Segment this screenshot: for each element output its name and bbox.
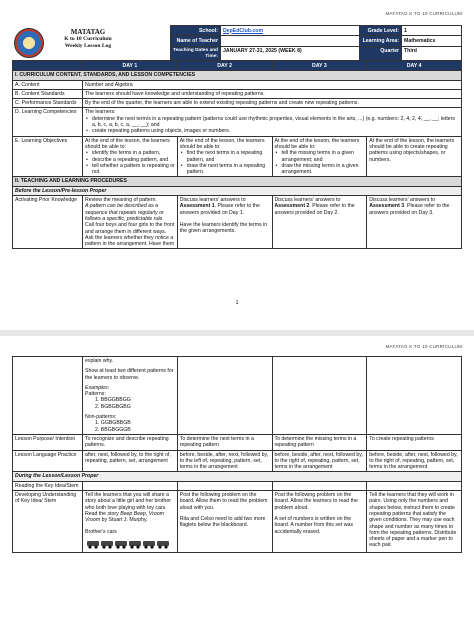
area-label: Learning Area: bbox=[360, 36, 402, 46]
teacher-label: Name of Teacher bbox=[171, 36, 221, 46]
objectives-day-2 bbox=[177, 136, 272, 177]
competencies-value bbox=[83, 108, 462, 136]
brand-line-1: MATATAG bbox=[70, 28, 106, 36]
competency-item: • create repeating patterns using objects, images or numbers. bbox=[85, 128, 459, 134]
objectives-intro: At the end of the lesson, the learners should be able to: bbox=[179, 137, 265, 150]
patterns-label: Patterns: bbox=[85, 391, 106, 398]
language-day-3: before, beside, after, next, followed by, to the right of, repeating, pattern, set, terms in the arrangement bbox=[272, 450, 367, 472]
apk-text: . Please refer to the answers provided on Day 3. bbox=[369, 203, 450, 216]
continued-day-4 bbox=[367, 357, 462, 435]
content-standards-label: B. Content Standards bbox=[13, 89, 83, 98]
continued-day-3 bbox=[272, 357, 367, 435]
reading-day-3 bbox=[272, 481, 367, 490]
competencies-label: D. Learning Competencies bbox=[13, 108, 83, 136]
section-1-title: I. CURRICULUM CONTENT, STANDARDS, AND LESSON COMPETENCIES bbox=[13, 71, 462, 80]
objectives-day-4: At the end of the lesson, the learners should be able to create repeating patterns using objects/shapes, or numbers. bbox=[367, 136, 462, 177]
prior-knowledge-day-4 bbox=[367, 196, 462, 249]
language-day-4: before, beside, after, next, followed by, to the right of, repeating, pattern, set, terms in the arrangement bbox=[367, 450, 462, 472]
apk-definition: A pattern can be described as a sequence that repeats regularly or follows a specific, predictable rule. bbox=[85, 203, 164, 222]
objective-item: • find the next terms in a repeating pattern, and bbox=[180, 150, 270, 163]
prior-knowledge-day-1 bbox=[83, 196, 178, 249]
cont-text: Show at least two different patterns for the learners to observe. bbox=[85, 368, 174, 381]
during-lesson-label: During the Lesson/Lesson Proper bbox=[13, 472, 462, 481]
language-day-2: before, beside, after, next, followed by, to the left of, repeating, pattern, set, terms in the arrangement bbox=[177, 450, 272, 472]
dev-text: Tell the learners that you will share a story about a little girl and her brother who both love playing with toy cars. Read the story bbox=[85, 492, 171, 517]
teacher-value bbox=[221, 36, 360, 46]
developing-day-4: Tell the learners that they will work in pairs. Using only the numbers and shapes below, instruct them to create repeating patterns that satisfy the given conditions. They may use each shape and number as many times to form the repeating patterns. Distribute sheets of paper and a marker pen to each pair. bbox=[367, 491, 462, 553]
quarter-label: Quarter bbox=[360, 46, 402, 63]
developing-understanding-label: Developing Understanding of Key Idea/ Stem bbox=[13, 491, 83, 553]
dev-text: A set of numbers is written on the board. A number from this set was accidentally erased. bbox=[274, 515, 353, 535]
objectives-intro: At the end of the lesson, the learners should be able to: bbox=[274, 137, 360, 150]
apk-text: . Please refer to the answers provided on Day 1. bbox=[179, 203, 260, 216]
prior-knowledge-day-3 bbox=[272, 196, 367, 249]
curriculum-header: MATATAG K TO 10 CURRICULUM bbox=[385, 11, 462, 16]
reading-day-2 bbox=[177, 481, 272, 490]
reading-day-1 bbox=[83, 481, 178, 490]
school-label: School: bbox=[171, 26, 221, 36]
curriculum-header: MATATAG K TO 10 CURRICULUM bbox=[385, 344, 462, 349]
performance-standards-label: C. Performance Standards bbox=[13, 99, 83, 108]
purpose-label: Lesson Purpose/ Intention bbox=[13, 434, 83, 450]
apk-text: Review the meaning of pattern. bbox=[85, 197, 157, 204]
grade-value: 1 bbox=[402, 26, 462, 36]
corner-cell bbox=[13, 61, 83, 71]
objective-item: • identify the terms in a pattern, bbox=[85, 150, 175, 156]
apk-text: Have the learners identify the terms in the given arrangements. bbox=[179, 221, 268, 235]
toy-cars-image bbox=[85, 537, 173, 551]
competency-item: • determine the next term/s in a repeating pattern (patterns could use rhythmic properties, visual elements in the arts, ...) (e.g. numbers: 2, 4, 2, 4, __, __; letters a, b, c, a, b, c, a, __, __); and bbox=[85, 116, 459, 129]
objective-item: • describe a repeating pattern, and bbox=[85, 157, 175, 163]
nonpatterns-label: Non-patterns: bbox=[85, 414, 117, 421]
examples-label: Examples: bbox=[85, 384, 110, 391]
apk-text: . Please refer to the answers provided on Day 2. bbox=[274, 203, 355, 216]
apk-text: Discuss learners' answers to bbox=[179, 197, 246, 204]
dev-text: by Stuart J. Murphy. bbox=[101, 517, 148, 524]
reading-key-idea-label: Reading the Key Idea/Stem bbox=[13, 481, 83, 490]
developing-day-3 bbox=[272, 491, 367, 553]
content-value: Number and Algebra bbox=[83, 80, 462, 89]
developing-day-2 bbox=[177, 491, 272, 553]
continued-label bbox=[13, 357, 83, 435]
info-table bbox=[170, 25, 462, 63]
dates-value: JANUARY 27-31, 2025 (WEEK 8) bbox=[221, 46, 360, 63]
pattern-1: 1. BBGGBBGG bbox=[95, 397, 131, 404]
objective-item: • tell whether a pattern is repeating or not. bbox=[85, 163, 175, 176]
objectives-label: E. Learning Objectives bbox=[13, 136, 83, 177]
area-value: Mathematics bbox=[402, 36, 462, 46]
deped-seal-logo bbox=[14, 28, 44, 58]
apk-text: Discuss learners' answers to bbox=[274, 197, 341, 204]
developing-day-1 bbox=[83, 491, 178, 553]
reading-day-4 bbox=[367, 481, 462, 490]
objectives-day-3 bbox=[272, 136, 367, 177]
nonpattern-1: 1. GGBGBBGB bbox=[95, 420, 131, 427]
objective-item: • draw the missing terms in a given arrangement. bbox=[275, 163, 365, 176]
apk-text: Discuss learners' answers to bbox=[369, 197, 436, 204]
pattern-2: 2. BGBGBGBG bbox=[95, 403, 131, 410]
assessment-ref: Assessment 3 bbox=[369, 203, 405, 210]
prior-knowledge-label: Activating Prior Knowledge bbox=[13, 196, 83, 249]
before-lesson-label: Before the Lesson/Pre-lesson Proper bbox=[13, 186, 462, 195]
dates-label: Teaching Dates and Time: bbox=[171, 46, 221, 63]
cont-text: explain why. bbox=[85, 358, 114, 364]
page-2 bbox=[0, 336, 474, 632]
day-3-header: DAY 3 bbox=[272, 61, 367, 71]
continued-day-2 bbox=[177, 357, 272, 435]
objective-item: • draw the next terms in a repeating pattern. bbox=[180, 163, 270, 176]
lesson-plan-table-continued bbox=[12, 356, 462, 553]
day-header-row bbox=[13, 61, 462, 71]
objective-item: • tell the missing terms in a given arrangement; and bbox=[275, 150, 365, 163]
language-practice-label: Lesson Language Practice bbox=[13, 450, 83, 472]
assessment-ref: Assessment 1 bbox=[179, 203, 215, 210]
purpose-day-4: To create repeating patterns bbox=[367, 434, 462, 450]
nonpattern-2: 2. BBGBGGGB bbox=[95, 426, 131, 433]
brand-title bbox=[50, 29, 126, 51]
continued-day-1 bbox=[83, 357, 178, 435]
brand-line-2: K to 10 Curriculum bbox=[64, 36, 112, 43]
purpose-day-2: To determine the next terms in a repeating pattern bbox=[177, 434, 272, 450]
day-2-header: DAY 2 bbox=[177, 61, 272, 71]
brand-line-3: Weekly Lesson Log bbox=[64, 43, 112, 50]
dev-text: Rita and Celso need to add two more flaglets below the blackboard. bbox=[179, 515, 266, 529]
page-number: 1 bbox=[235, 300, 239, 306]
prior-knowledge-day-2 bbox=[177, 196, 272, 249]
day-1-header: DAY 1 bbox=[83, 61, 178, 71]
language-day-1: after, next, followed by, to the right of, repeating, pattern, set, arrangement bbox=[83, 450, 178, 472]
performance-standards-value: By the end of the quarter, the learners are able to extend existing repeating patterns and create new repeating patterns. bbox=[83, 99, 462, 108]
assessment-ref: Assessment 2 bbox=[274, 203, 310, 210]
content-standards-value: The learners should have knowledge and understanding of repeating patterns. bbox=[83, 89, 462, 98]
lesson-plan-table bbox=[12, 60, 462, 249]
quarter-value: Third bbox=[402, 46, 462, 63]
purpose-day-1: To recognize and describe repeating patterns. bbox=[83, 434, 178, 450]
objectives-day-1 bbox=[83, 136, 178, 177]
day-4-header: DAY 4 bbox=[367, 61, 462, 71]
section-2-title: II. TEACHING AND LEARNING PROCEDURES bbox=[13, 177, 462, 186]
purpose-day-3: To determine the missing terms in a repeating pattern bbox=[272, 434, 367, 450]
dev-text: Post the following problem on the board. Allow them to read the problem aloud with you. bbox=[179, 492, 268, 511]
school-link[interactable]: DepEdClub.com bbox=[221, 26, 360, 36]
competencies-intro: The learners: bbox=[85, 109, 116, 116]
objectives-intro: At the end of the lesson, the learners should be able to: bbox=[85, 137, 170, 150]
story-title: Beep Beep, Vroom Vroom bbox=[85, 510, 164, 524]
apk-text: Call four boys and four girls to the front and arrange them in different ways. Ask the learners whether they notice a pattern in the arrangement. Have them bbox=[85, 222, 175, 248]
content-label: A. Content bbox=[13, 80, 83, 89]
grade-label: Grade Level: bbox=[360, 26, 402, 36]
dev-text: Post the following problem on the board. Allow the learners to read the problem aloud. bbox=[274, 492, 358, 511]
brothers-cars-label: Brother's cars bbox=[85, 528, 117, 535]
